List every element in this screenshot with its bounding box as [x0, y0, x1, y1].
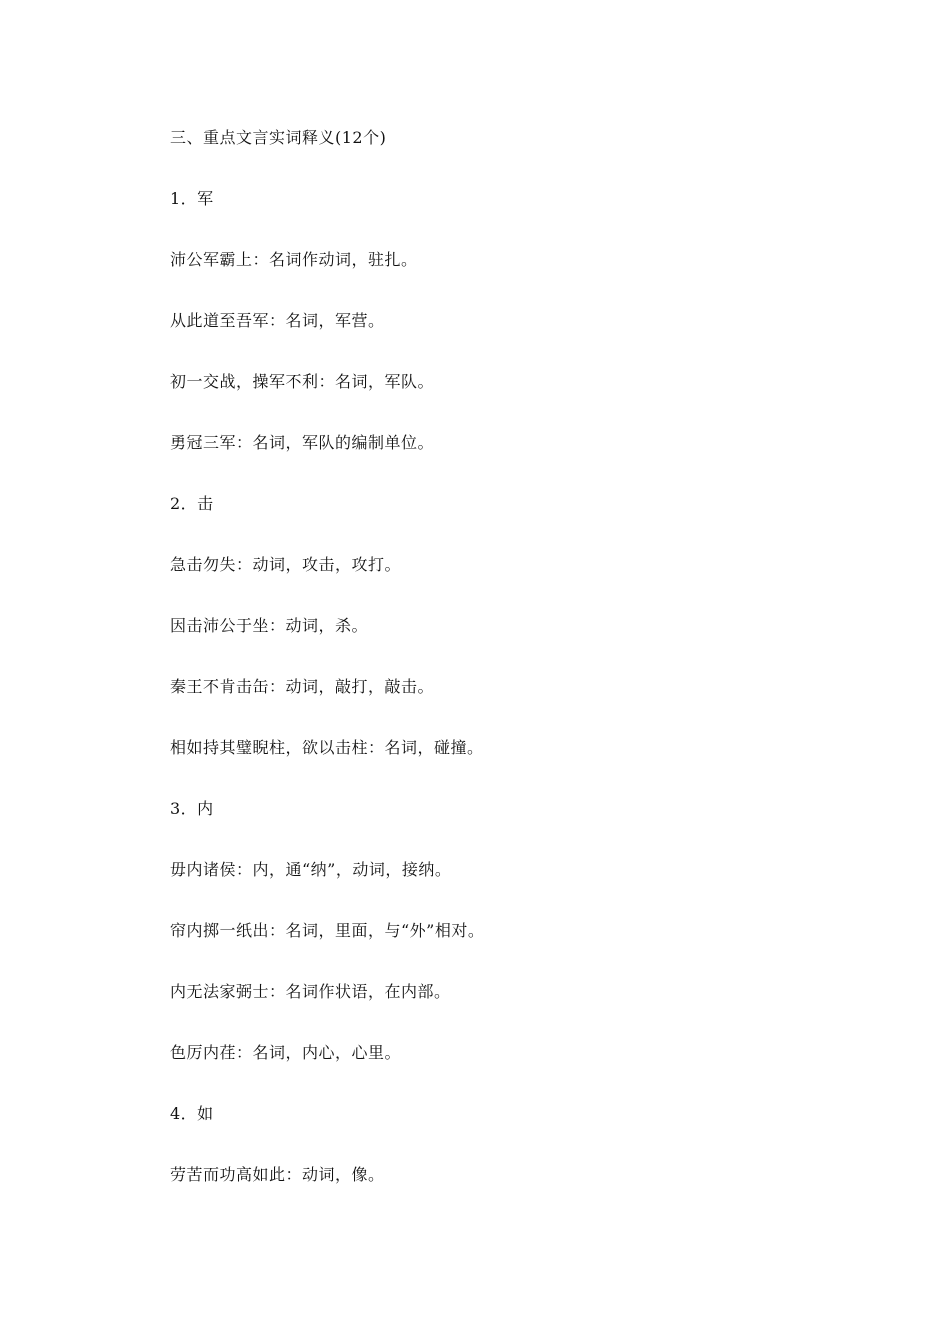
definition-line: 初一交战，操军不利：名词，军队。: [170, 372, 435, 391]
document-body: [170, 126, 870, 1224]
entry-title: 3．内: [170, 799, 214, 818]
definition-line: 内无法家弼士：名词作状语，在内部。: [170, 982, 451, 1001]
definition-line: 从此道至吾军：名词，军营。: [170, 311, 385, 330]
definition-line: 劳苦而功高如此：动词，像。: [170, 1165, 385, 1184]
definition-line: 秦王不肯击缶：动词，敲打，敲击。: [170, 677, 435, 696]
definition-line: 毋内诸侯：内，通“纳”，动词，接纳。: [170, 860, 452, 879]
definition-line: 因击沛公于坐：动词，杀。: [170, 616, 369, 635]
definition-line: 帘内掷一纸出：名词，里面，与“外”相对。: [170, 921, 485, 940]
entry-title: 2．击: [170, 494, 214, 513]
entry-title: 1．军: [170, 189, 214, 208]
definition-line: 急击勿失：动词，攻击，攻打。: [170, 555, 402, 574]
definition-line: 沛公军霸上：名词作动词，驻扎。: [170, 250, 418, 269]
section-heading: 三、重点文言实词释义(12个): [170, 128, 387, 147]
definition-line: 色厉内荏：名词，内心，心里。: [170, 1043, 402, 1062]
entry-title: 4．如: [170, 1104, 214, 1123]
definition-line: 勇冠三军：名词，军队的编制单位。: [170, 433, 435, 452]
definition-line: 相如持其璧睨柱，欲以击柱：名词，碰撞。: [170, 738, 484, 757]
